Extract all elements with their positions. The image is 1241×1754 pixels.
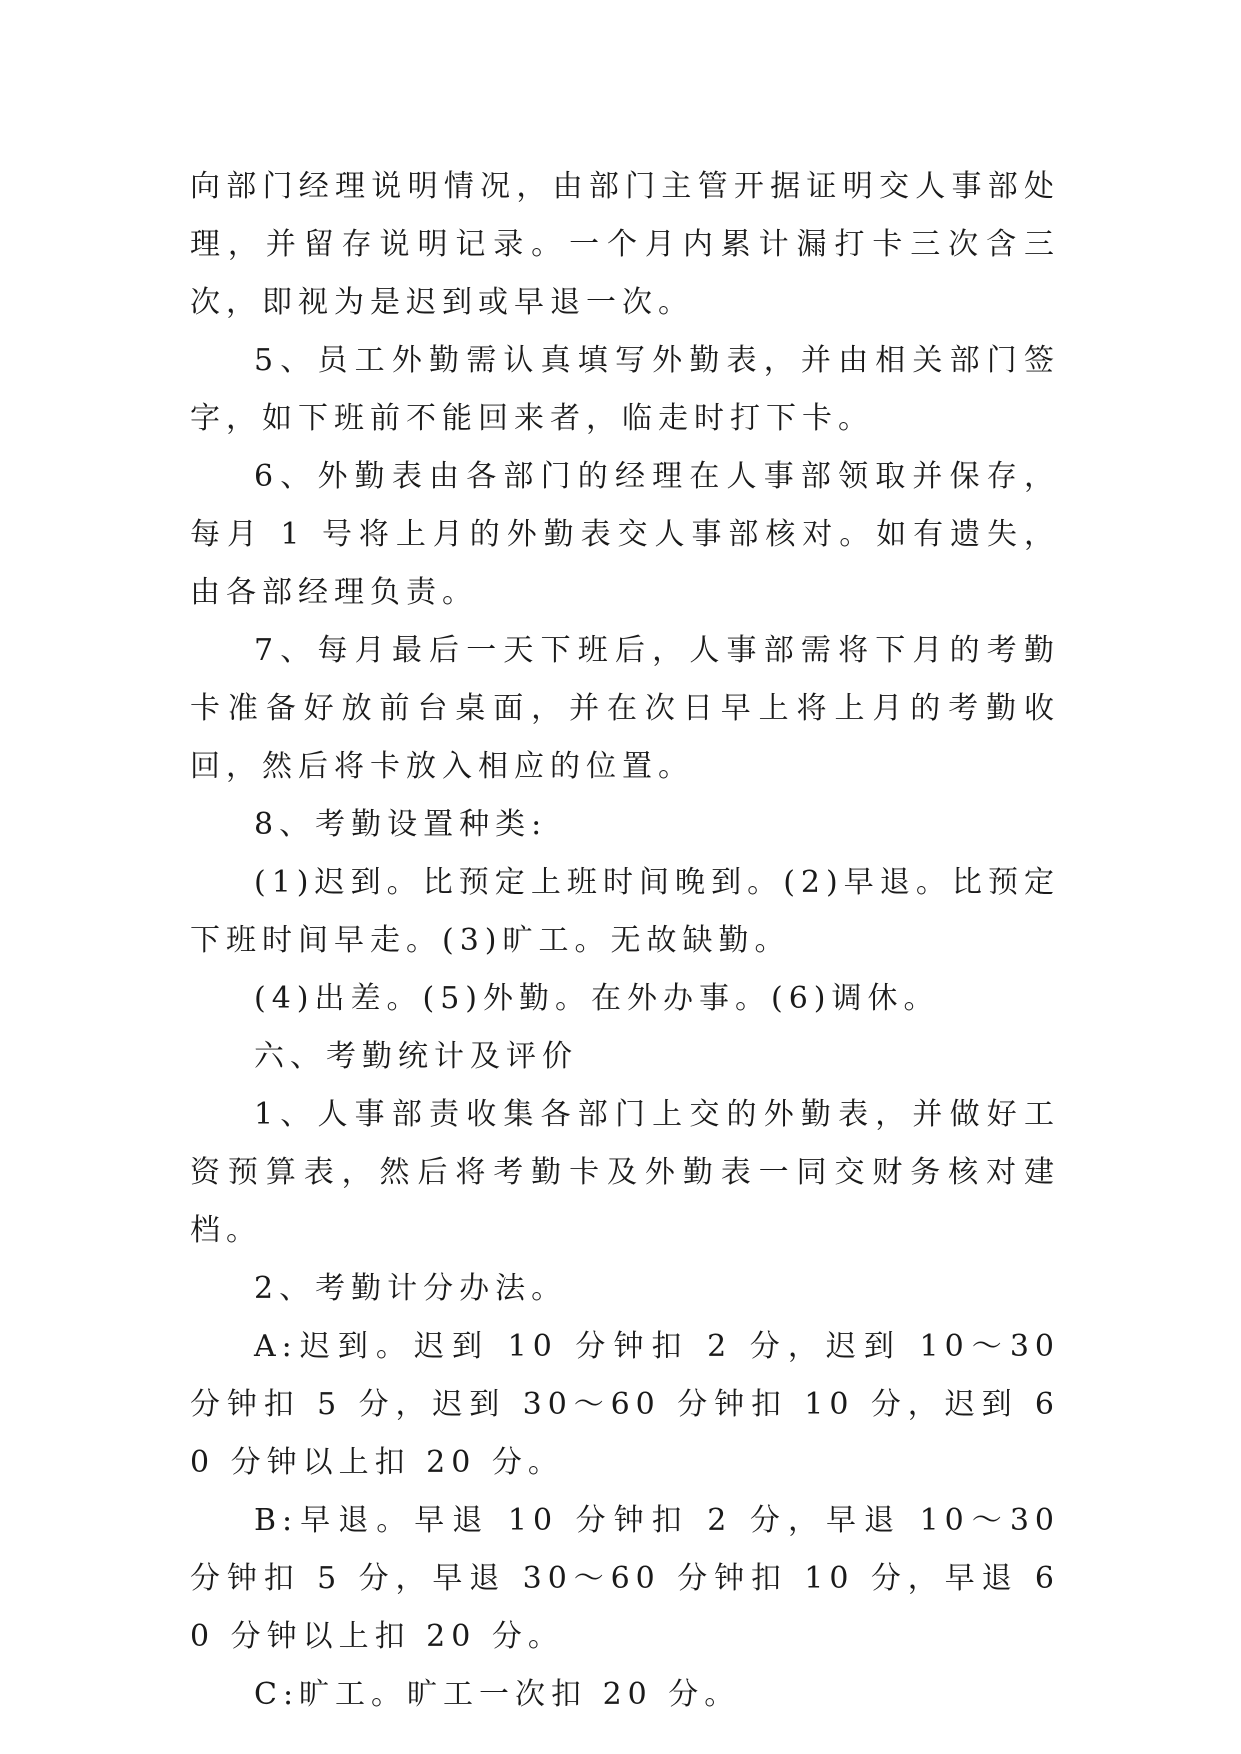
section-heading-six: 六、考勤统计及评价 <box>254 1039 578 1074</box>
document-body <box>190 158 1060 1724</box>
paragraph-rule-b: B:早退。早退 10 分钟扣 2 分，早退 10～30 分钟扣 5 分，早退 30～60 分钟扣 10 分，早退 60 分钟以上扣 20 分。 <box>190 1503 1060 1654</box>
paragraph-attendance-types-2: (4)出差。(5)外勤。在外办事。(6)调休。 <box>254 981 940 1016</box>
paragraph-stat-2: 2、考勤计分办法。 <box>254 1271 568 1306</box>
paragraph-item-7: 7、每月最后一天下班后，人事部需将下月的考勤卡准备好放前台桌面，并在次日早上将上月的考勤收回，然后将卡放入相应的位置。 <box>190 633 1060 784</box>
paragraph-rule-a: A:迟到。迟到 10 分钟扣 2 分，迟到 10～30 分钟扣 5 分，迟到 30～60 分钟扣 10 分，迟到 60 分钟以上扣 20 分。 <box>190 1329 1060 1480</box>
paragraph-continuation: 向部门经理说明情况，由部门主管开据证明交人事部处理，并留存说明记录。一个月内累计漏打卡三次含三次，即视为是迟到或早退一次。 <box>190 169 1060 320</box>
paragraph-rule-c: C:旷工。旷工一次扣 20 分。 <box>254 1677 741 1712</box>
paragraph-attendance-types-1: (1)迟到。比预定上班时间晚到。(2)早退。比预定下班时间早走。(3)旷工。无故缺勤。 <box>190 865 1060 958</box>
paragraph-item-5: 5、员工外勤需认真填写外勤表，并由相关部门签字，如下班前不能回来者，临走时打下卡。 <box>190 343 1060 436</box>
paragraph-stat-1: 1、人事部责收集各部门上交的外勤表，并做好工资预算表，然后将考勤卡及外勤表一同交财务核对建档。 <box>190 1097 1060 1248</box>
paragraph-item-6: 6、外勤表由各部门的经理在人事部领取并保存，每月 1 号将上月的外勤表交人事部核对。如有遗失，由各部经理负责。 <box>190 459 1060 610</box>
paragraph-item-8: 8、考勤设置种类: <box>254 807 548 842</box>
